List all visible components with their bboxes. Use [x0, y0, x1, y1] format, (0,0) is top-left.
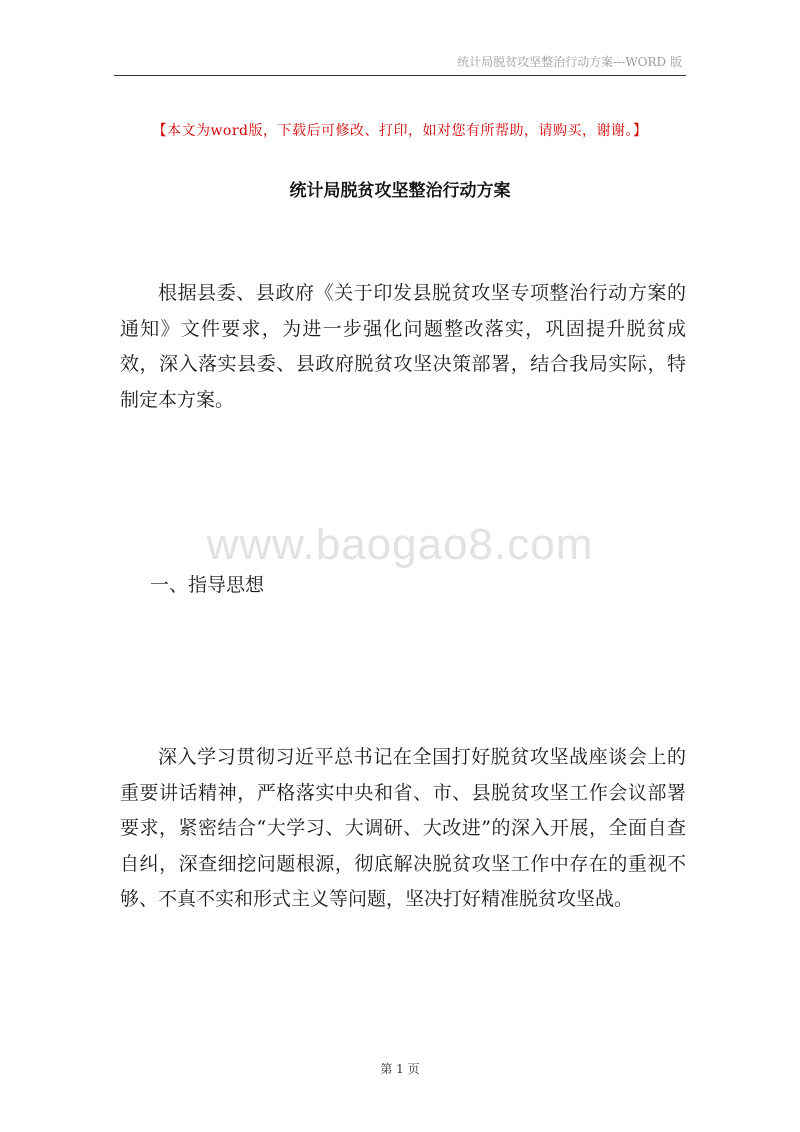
header-divider: [114, 75, 686, 76]
watermark: www.baogao8.com: [206, 520, 594, 569]
body-paragraph-1: 根据县委、县政府《关于印发县脱贫攻坚专项整治行动方案的通知》文件要求，为进一步强化问题整改落实，巩固提升脱贫成效，深入落实县委、县政府脱贫攻坚决策部署，结合我局实际，特制定本方案。: [120, 282, 686, 411]
body-paragraph-2: 深入学习贯彻习近平总书记在全国打好脱贫攻坚战座谈会上的重要讲话精神，严格落实中央和省、市、县脱贫攻坚工作会议部署要求，紧密结合“大学习、大调研、大改进”的深入开展，全面自查自纠，深查细挖问题根源，彻底解决脱贫攻坚工作中存在的重视不够、不真不实和形式主义等问题，坚决打好精准脱贫攻坚战。: [120, 746, 686, 910]
page-number: 第 1 页: [380, 1062, 420, 1076]
section-heading-guiding-ideology: 一、指导思想: [150, 574, 265, 596]
download-notice: 【本文为word版，下载后可修改、打印，如对您有所帮助，请购买，谢谢。】: [152, 123, 648, 139]
document-title: 统计局脱贫攻坚整治行动方案: [289, 181, 511, 201]
running-header: 统计局脱贫攻坚整治行动方案---WORD 版: [457, 55, 682, 69]
